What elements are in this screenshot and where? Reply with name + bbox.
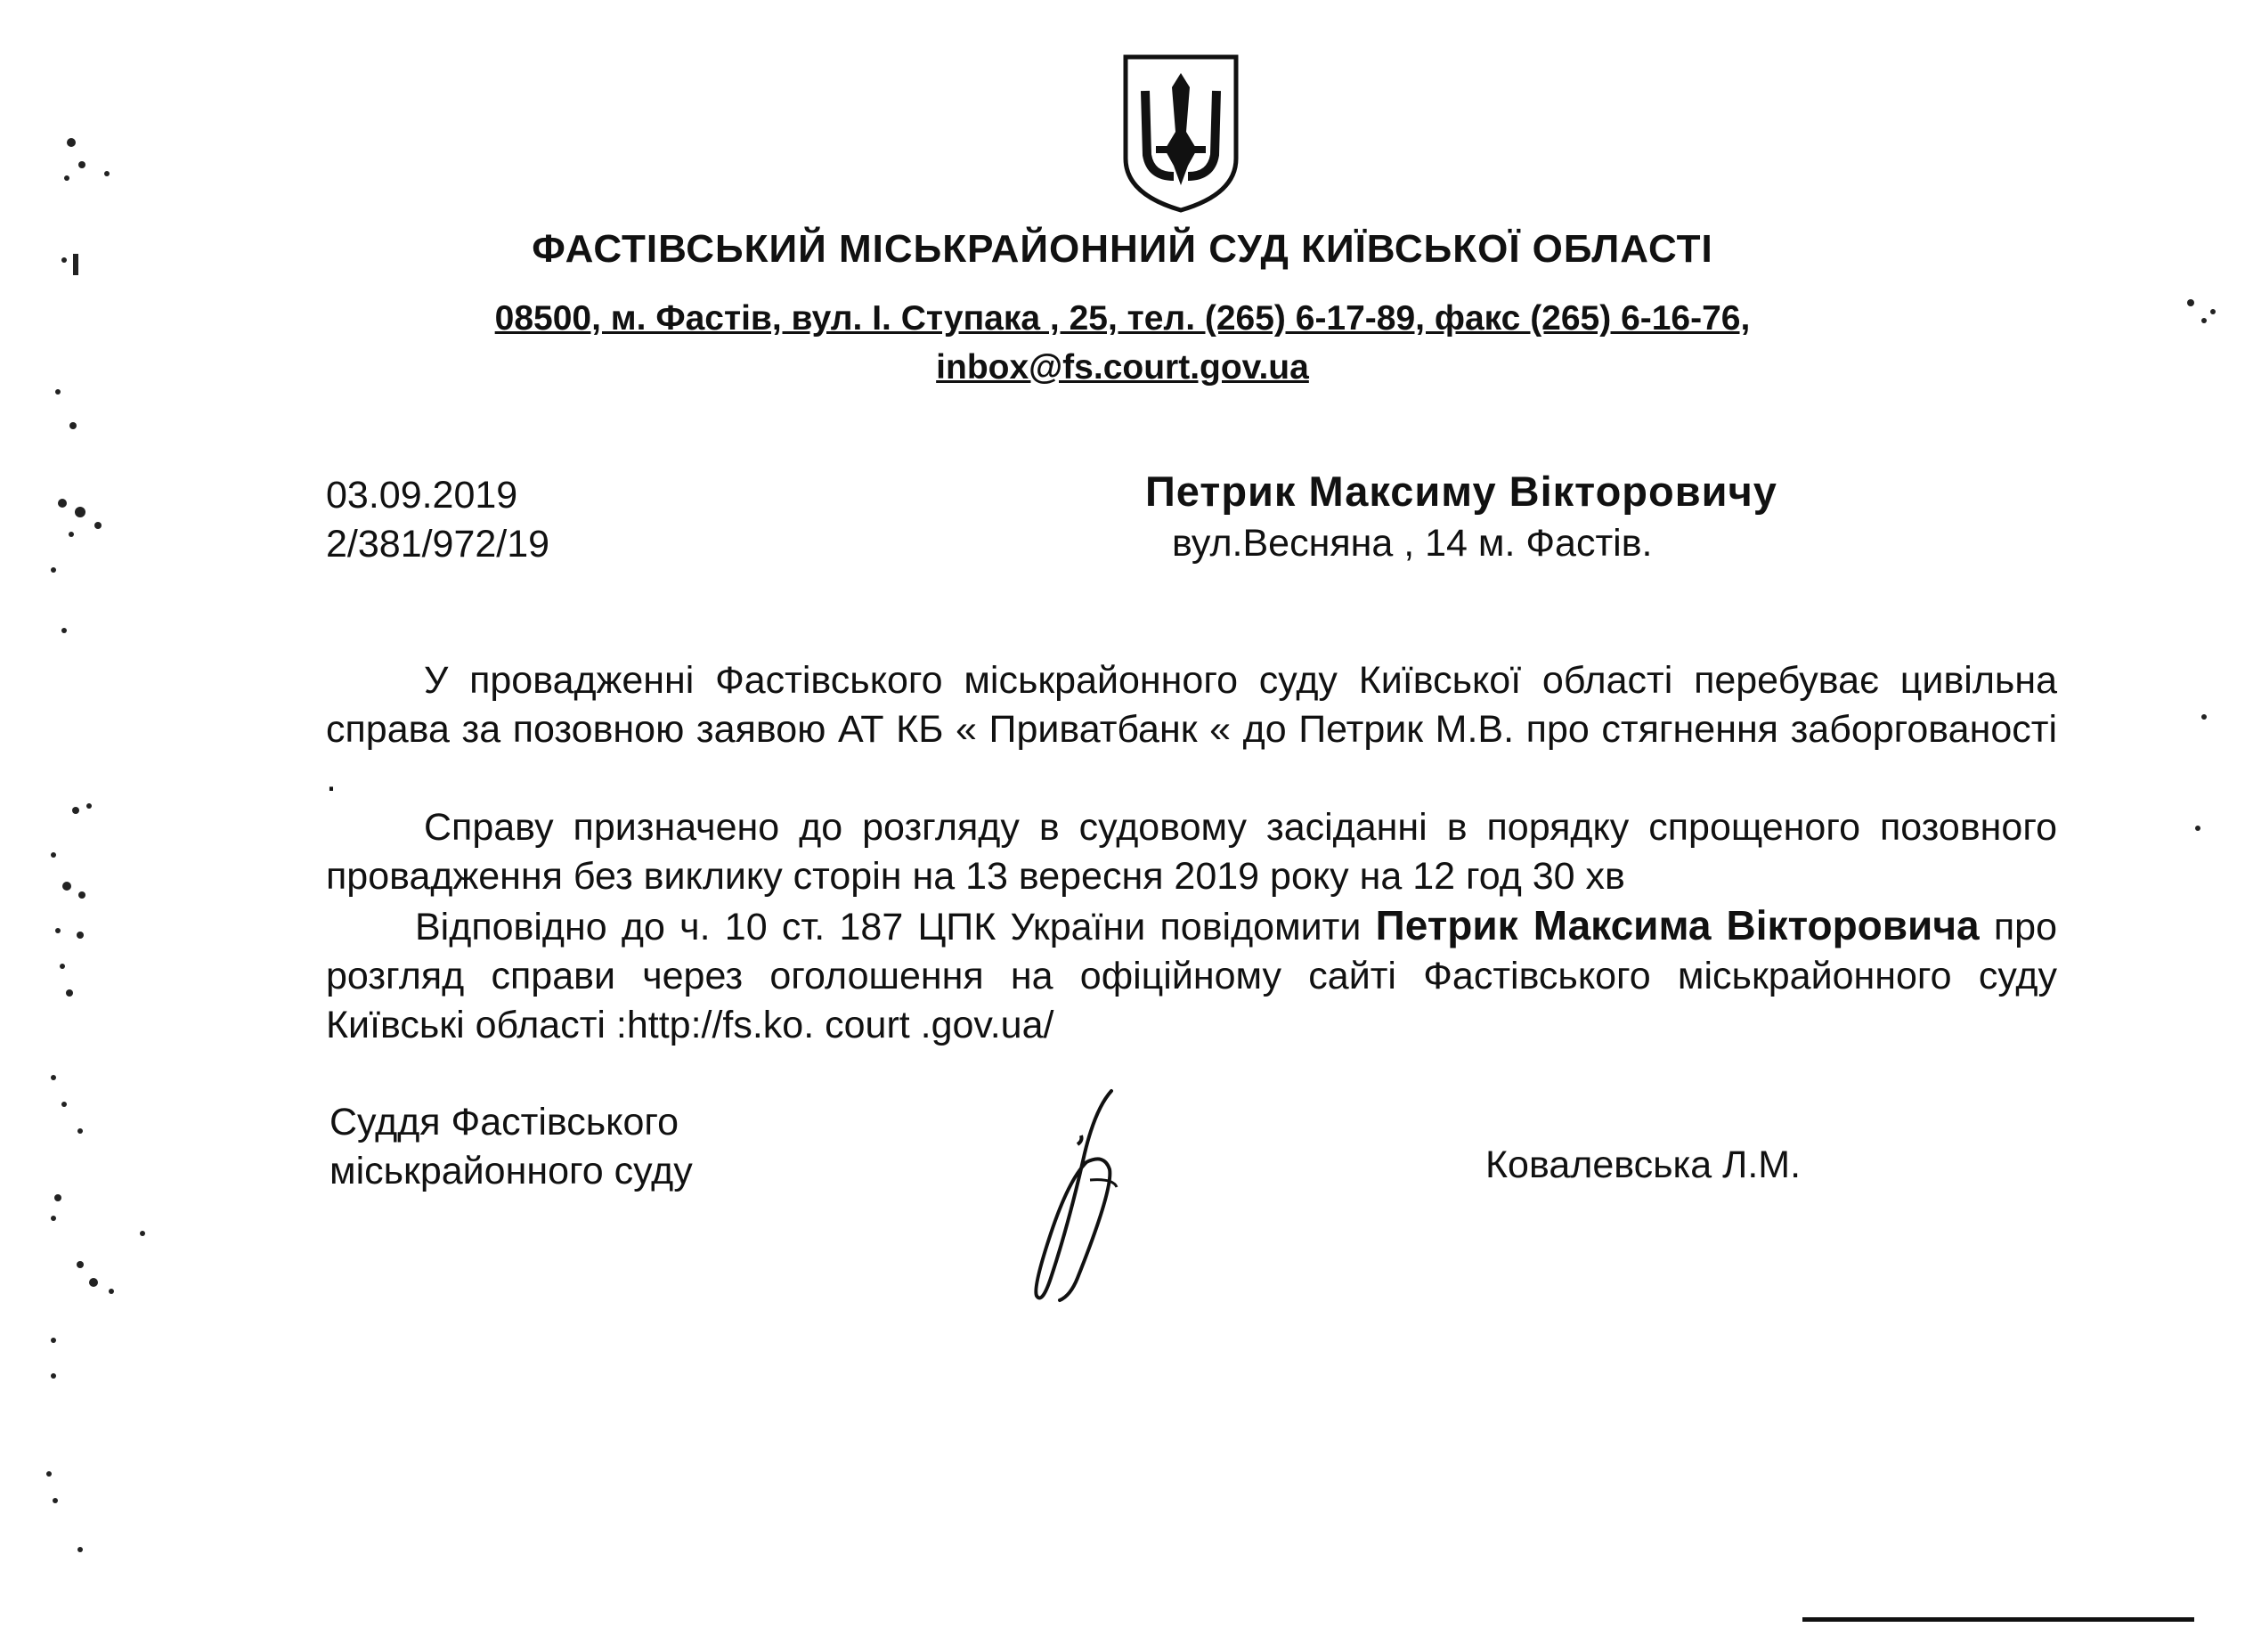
court-email-link[interactable]: inbox@fs.court.gov.ua	[936, 348, 1309, 387]
recipient-name: Петрик Максиму Вікторовичу	[1145, 468, 1777, 515]
recipient-address: вул.Весняна , 14 м. Фастів.	[1172, 522, 1653, 565]
body-paragraph-3-name: Петрик Максима Вікторовича	[1375, 902, 1980, 948]
judge-name: Ковалевська Л.М.	[1485, 1143, 1802, 1186]
body-paragraph-2-text: Справу призначено до розгляду в судовому засіданні в порядку спрощеного позовного провадження без виклику сторін на 13 вересня 2019 року на 12 год 30 хв	[326, 806, 2057, 898]
court-address: 08500, м. Фастів, вул. І. Ступака , 25, тел. (265) 6-17-89, факс (265) 6-16-76,	[494, 299, 1751, 338]
body-paragraph-3-start: Відповідно до ч. 10 ст. 187 ЦПК України повідомити	[415, 906, 1376, 948]
body-paragraph-3-end: про розгляд справи через оголошення на офіційному сайті Фастівського міськрайонного суду Київські області :http://fs.ko. court .gov.ua/	[326, 906, 2058, 1046]
judge-title-line-1: Суддя Фастівського	[329, 1101, 679, 1143]
letter-date: 03.09.2019	[326, 474, 518, 517]
case-number: 2/381/972/19	[326, 523, 550, 566]
judge-title-line-2: міськрайонного суду	[329, 1150, 693, 1192]
body-paragraph-1-text: У провадженні Фастівського міськрайонного суду Київської області перебуває цивільна справа за позовною заявою АТ КБ « Приватбанк « до Петрик М.В. про стягнення заборгованості .	[326, 659, 2057, 800]
court-name-heading: ФАСТІВСЬКИЙ МІСЬКРАЙОННИЙ СУД КИЇВСЬКОЇ ОБЛАСТІ	[532, 227, 1713, 271]
